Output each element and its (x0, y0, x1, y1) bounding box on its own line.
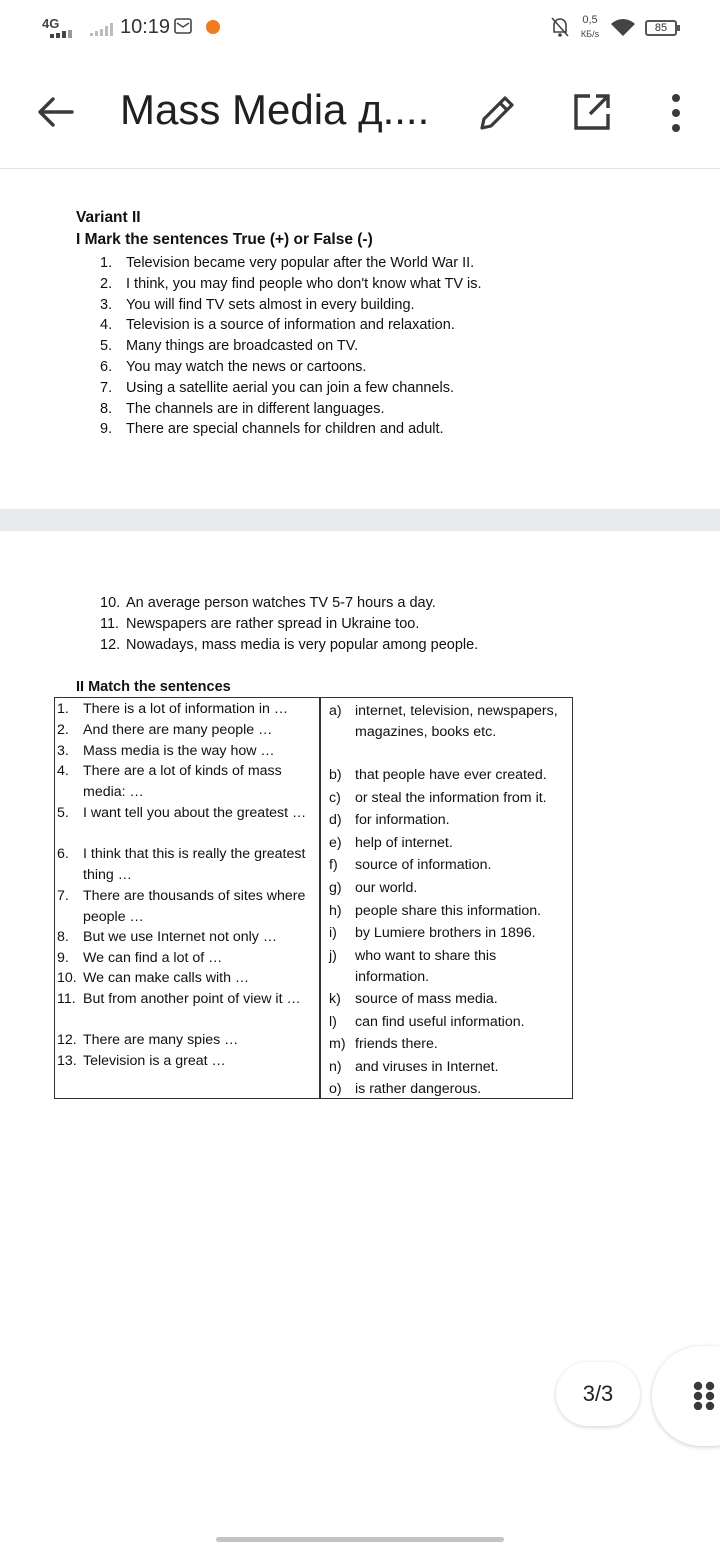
message-icon (174, 18, 192, 34)
home-indicator[interactable] (216, 1537, 504, 1542)
grid-icon (692, 1380, 720, 1410)
wifi-icon (610, 18, 636, 38)
network-type: 4G (42, 16, 60, 31)
page-indicator: 3/3 (556, 1362, 640, 1426)
document-title: Mass Media д.... (120, 86, 430, 133)
status-bar (0, 0, 720, 56)
back-arrow-icon[interactable] (36, 94, 76, 130)
open-external-icon[interactable] (570, 90, 614, 134)
app-bar (0, 56, 720, 169)
edit-pencil-icon[interactable] (476, 92, 518, 134)
notifications-off-icon (550, 16, 570, 38)
signal-strength-2-icon (90, 22, 114, 36)
document-page-2: Variant II I Mark the sentences True (+) or False (-) 1. Television became very popular after the World War II. 2. I think, you may find people who don't know what TV is. 3. You will find TV sets almost in every building. 4. Television is a source of information and relaxation. 5. Many things are broadcasted on TV. 6. You may watch the news or cartoons. 7. Using a satellite aerial you can join a few channels. 8. The channels are in different languages. 9. There are special channels for children and adult. (0, 169, 720, 509)
battery-indicator: 85 (645, 20, 677, 36)
document-viewer[interactable] (0, 169, 720, 1544)
more-options-icon[interactable] (662, 92, 690, 134)
section2-heading: II Match the sentences (76, 679, 231, 695)
table-divider (319, 698, 321, 1098)
network-speed: 0,5 КБ/s (580, 14, 600, 39)
page-separator (0, 509, 720, 531)
app-notification-icon (206, 20, 220, 34)
clock: 10:19 (120, 16, 171, 38)
section1-heading: I Mark the sentences True (+) or False (-) (76, 231, 373, 248)
variant-heading: Variant II (76, 209, 141, 226)
document-page-3: 10. An average person watches TV 5-7 hours a day. 11. Newspapers are rather spread in Ukraine too. 12. Nowadays, mass media is very popular among people. II Match the sentences 1. There is a lot of information in … 2. And there are many people … 3. Mass media is the way how … 4. There are a lot of kinds of mass media: … 5. I want tell you about the greatest … 6. I think that this is really the greatest thing … 7. There are thousands of sites where people … 8. But we use Internet not only … 9. We can find a lot of … 10. We can make calls with … 11. But from another point of view it … 12. There are many spies … 13. Television is a great … a) internet, television, newspapers, magazines, books etc. b) that people have ever created. c) or steal the information from it. d) for information. e) help of internet. f) source of information. g) our world. h) people share this information. i) by Lumiere brothers in 1896. j) who want to share this information. k) source of mass media. l) can find useful information. m) friends there. n) and viruses in Internet. o) is rather dangerous. (0, 531, 720, 1544)
match-table: 1. There is a lot of information in … 2. And there are many people … 3. Mass media is the way how … 4. There are a lot of kinds of mass media: … 5. I want tell you about the greatest … 6. I think that this is really the greatest thing … 7. There are thousands of sites where people … 8. But we use Internet not only … 9. We can find a lot of … 10. We can make calls with … 11. But from another point of view it … 12. There are many spies … 13. Television is a great … a) internet, television, newspapers, magazines, books etc. b) that people have ever created. c) or steal the information from it. d) for information. e) help of internet. f) source of information. g) our world. h) people share this information. i) by Lumiere brothers in 1896. j) who want to share this information. k) source of mass media. l) can find useful information. m) friends there. n) and viruses in Internet. o) is rather dangerous. (54, 697, 573, 1099)
signal-strength-icon (50, 30, 72, 38)
